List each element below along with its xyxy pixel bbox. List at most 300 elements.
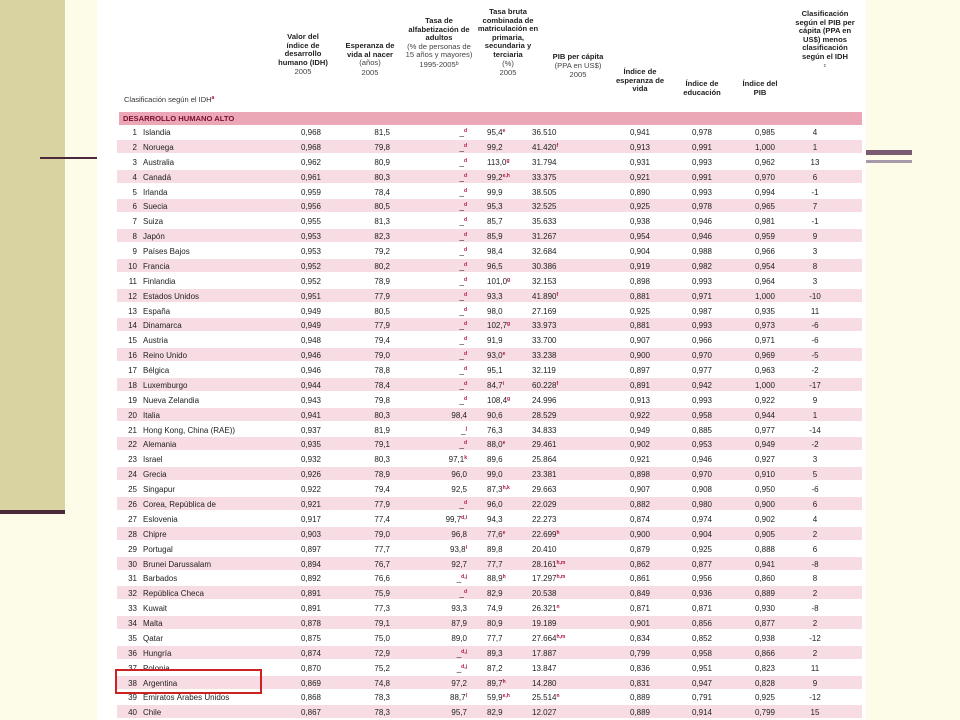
cell-rank: 9 [132,247,137,257]
cell-life: 79,4 [374,485,390,495]
cell-diff: -1 [811,187,819,197]
cell-life: 80,2 [374,261,390,271]
column-header [791,10,859,71]
cell-hdi: 0,870 [300,663,321,673]
cell-gdp: 23.381 [532,470,557,480]
cell-hdi: 0,968 [300,142,321,152]
cell-rank: 13 [128,306,137,316]
cell-lit: _$^d$ [459,291,467,301]
cell-diff: 8 [812,574,818,584]
cell-gdp: 26.321$^n$ [532,604,560,614]
cell-ei: 0,993 [691,321,712,331]
cell-enr: 93,0e [487,351,506,361]
cell-hdi: 0,944 [300,380,321,390]
cell-hdi: 0,962 [300,157,321,167]
cell-ei: 0,956 [691,574,712,584]
cell-diff: 2 [812,648,818,658]
cell-gi: 0,927 [754,455,775,465]
cell-enr: 89,8 [487,544,503,554]
cell-lit: 95,7 [451,708,467,718]
cell-rank: 28 [128,529,137,539]
cell-life: 80,3 [374,172,390,182]
cell-lit: _$^d$ [459,202,467,212]
cell-enr: 80,9 [487,619,503,629]
cell-enr: 88,0e [487,440,506,450]
cell-lit: 99,7$^{d,l}$ [445,514,467,524]
cell-life: 74,8 [374,678,390,688]
table-row [117,586,862,601]
table-row [117,497,862,512]
cell-hdi: 0,948 [300,336,321,346]
cell-name: Suiza [143,217,164,227]
table-row [117,274,862,289]
cell-li: 0,889 [629,693,650,703]
column-subtitle: (años) [359,58,381,68]
cell-ei: 0,971 [691,291,712,301]
cell-ei: 0,970 [691,351,712,361]
hdi-table-page [97,0,866,720]
cell-enr: 94,3 [487,514,503,524]
table-row [117,378,862,393]
cell-rank: 37 [128,663,137,673]
cell-lit: _$^j$ [461,425,467,435]
cell-lit: _$^d$ [459,128,467,137]
cell-life: 77,7 [374,544,390,554]
cell-name: Grecia [143,470,167,480]
cell-gdp: 29.461 [532,440,557,450]
cell-li: 0,799 [629,648,650,658]
cell-ei: 0,958 [691,648,712,658]
cell-diff: 3 [812,276,818,286]
cell-lit: 92,7 [451,559,467,569]
cell-name: Japón [143,232,165,242]
table-row [117,452,862,467]
cell-ei: 0,946 [691,455,712,465]
cell-name: Polonia [143,663,170,673]
cell-life: 77,9 [374,500,390,509]
cell-gi: 0,888 [754,544,775,554]
cell-lit: 93,8$^l$ [450,544,467,554]
cell-gi: 0,966 [754,247,775,257]
table-row [117,646,862,661]
cell-lit: _$^d$ [459,380,467,390]
table-row [117,705,862,720]
cell-life: 78,4 [374,187,390,197]
table-row [117,601,862,616]
cell-enr: 102,7$^g$ [487,321,511,331]
cell-diff: 11 [810,663,820,673]
column-title: Tasa bruta combinada de matriculación en primaria, secundaria y terciaria [477,7,539,59]
cell-name: Israel [143,455,163,465]
cell-name: Singapur [143,485,176,495]
cell-ei: 0,951 [691,663,712,673]
cell-enr: 77,7 [487,559,503,569]
cell-rank: 30 [128,559,137,569]
cell-gdp: 20.538 [532,589,557,599]
column-title: Índice de educación [683,79,721,97]
cell-name: Hong Kong, China (RAE)) [143,425,236,435]
cell-gdp: 27.169 [532,306,557,316]
cell-gi: 0,938 [754,633,775,643]
cell-name: Hungría [143,648,172,658]
cell-ei: 0,953 [691,440,712,450]
table-row [117,348,862,363]
cell-gdp: 27.664$^{h,m}$ [532,633,566,643]
cell-name: Francia [143,261,170,271]
cell-hdi: 0,943 [300,395,321,405]
cell-enr: 90,6 [487,410,503,420]
cell-gi: 0,910 [754,470,775,480]
cell-gi: 0,970 [754,172,775,182]
cell-name: Australia [143,157,175,167]
cell-name: Nueva Zelandia [143,395,200,405]
cell-li: 0,913 [629,142,650,152]
cell-diff: -8 [811,604,819,614]
cell-ei: 0,936 [691,589,712,599]
cell-life: 78,3 [374,693,390,703]
cell-name: Portugal [143,544,173,554]
cell-ei: 0,993 [691,276,712,286]
cell-enr: 82,9 [487,708,503,718]
table-row [117,333,862,348]
cell-gi: 0,866 [754,648,775,658]
cell-enr: 87,2 [487,663,503,673]
cell-name: Islandia [143,128,171,137]
cell-diff: 6 [812,544,818,554]
column-header [475,8,541,78]
cell-life: 78,3 [374,708,390,718]
cell-li: 0,891 [629,380,650,390]
cell-li: 0,907 [629,336,650,346]
cell-ei: 0,856 [691,619,712,629]
cell-gdp: 17.887 [532,648,557,658]
cell-rank: 19 [128,395,137,405]
left-accent-line [40,157,100,159]
cell-enr: 85,9 [487,232,503,242]
cell-lit: _$^d$ [459,306,467,316]
cell-enr: 77,6e [487,529,506,539]
cell-hdi: 0,922 [300,485,321,495]
cell-gi: 0,981 [754,217,775,227]
cell-name: Irlanda [143,187,168,197]
cell-gdp: 32.525 [532,202,557,212]
cell-gdp: 35.633 [532,217,557,227]
cell-hdi: 0,941 [300,410,321,420]
table-row [117,363,862,378]
cell-life: 79,4 [374,336,390,346]
cell-enr: 113,0$^g$ [487,157,510,167]
cell-diff: 4 [812,514,818,524]
cell-rank: 32 [128,589,137,599]
cell-hdi: 0,946 [300,366,321,376]
cell-diff: 1 [812,410,818,420]
cell-gdp: 19.189 [532,619,557,629]
cell-rank: 31 [128,574,137,584]
cell-gi: 0,949 [754,440,775,450]
cell-enr: 99,2 [487,142,503,152]
cell-gi: 0,985 [754,128,775,137]
column-subtitle: (PPA en US$) [554,60,602,70]
column-title: Valor del índice de desarrollo humano (IDH) [278,32,328,67]
cell-gdp: 20.410 [532,544,557,554]
cell-ei: 0,946 [691,217,712,227]
cell-rank: 34 [128,619,137,629]
cell-li: 0,882 [629,500,650,509]
table-row [117,140,862,155]
cell-gdp: 31.794 [532,157,557,167]
cell-ei: 0,914 [691,708,712,718]
cell-gdp: 60.228$^f$ [532,380,559,390]
cell-hdi: 0,952 [300,276,321,286]
table-row [117,437,862,452]
cell-li: 0,938 [629,217,650,227]
cell-gdp: 17.297$^{h,m}$ [532,574,566,584]
cell-rank: 17 [128,366,137,376]
cell-rank: 33 [128,604,137,614]
cell-rank: 10 [128,261,137,271]
cell-life: 78,9 [374,276,390,286]
cell-rank: 5 [132,187,137,197]
cell-ei: 0,993 [691,187,712,197]
cell-gi: 0,959 [754,232,775,242]
cell-li: 0,900 [629,351,650,361]
cell-rank: 6 [132,202,137,212]
table-row [117,244,862,259]
cell-rank: 40 [128,708,137,718]
table-row [117,185,862,200]
cell-life: 80,5 [374,202,390,212]
cell-gdp: 33.973 [532,321,557,331]
cell-lit: 98,4 [451,410,467,420]
cell-life: 79,8 [374,395,390,405]
cell-diff: 2 [812,529,818,539]
table-row [117,542,862,557]
cell-hdi: 0,949 [300,306,321,316]
cell-gdp: 32.153 [532,276,557,286]
column-title: Tasa de alfabetización de adultos [408,16,470,43]
cell-enr: 84,7$^i$ [487,380,504,390]
column-header [609,68,671,94]
left-decorative-rule [0,510,65,514]
column-title: Índice del PIB [742,79,778,97]
cell-rank: 12 [128,291,137,301]
cell-name: Eslovenia [143,514,178,524]
cell-gdp: 24.996 [532,395,557,405]
cell-diff: 6 [812,500,818,509]
column-header [673,80,731,97]
cell-li: 0,879 [629,544,650,554]
cell-ei: 0,871 [691,604,712,614]
cell-diff: 5 [812,470,818,480]
cell-life: 82,3 [374,232,390,242]
column-header [277,33,329,77]
cell-name: Emiratos Árabes Unidos [143,693,230,703]
cell-gi: 0,973 [754,321,775,331]
cell-gdp: 41.890$^f$ [532,291,559,301]
cell-enr: 95,3 [487,202,503,212]
cell-li: 0,901 [629,619,650,629]
cell-lit: _$^d$ [459,187,467,197]
column-year: ᶜ [823,61,827,71]
cell-li: 0,897 [629,366,650,376]
cell-li: 0,849 [629,589,650,599]
cell-lit: 87,9 [451,619,467,629]
cell-enr: 101,0$^g$ [487,276,511,286]
cell-enr: 89,6 [487,455,503,465]
cell-gdp: 22.699$^h$ [532,529,560,539]
cell-ei: 0,904 [691,529,712,539]
cell-lit: _$^d$ [459,351,467,361]
cell-lit: _$^d$ [459,261,467,271]
table-row [117,423,862,438]
table-row [117,155,862,170]
cell-hdi: 0,894 [300,559,321,569]
column-title: Esperanza de vida al nacer [345,41,395,59]
cell-life: 78,4 [374,380,390,390]
cell-gi: 1,000 [754,291,775,301]
cell-ei: 0,988 [691,247,712,257]
column-header [403,17,475,70]
cell-gdp: 28.529 [532,410,557,420]
cell-lit: _$^d$ [459,172,467,182]
cell-ei: 0,885 [691,425,712,435]
cell-ei: 0,791 [691,693,712,703]
cell-rank: 16 [128,351,137,361]
cell-rank: 38 [128,678,137,688]
cell-gdp: 33.700 [532,336,557,346]
column-year: 2005 [499,68,517,78]
cell-rank: 27 [128,514,137,524]
cell-enr: 98,0 [487,306,503,316]
cell-ei: 0,978 [691,128,712,137]
cell-name: Qatar [143,633,164,643]
column-year: 1995-2005ᵇ [419,59,459,69]
cell-hdi: 0,903 [300,529,321,539]
cell-rank: 2 [132,142,137,152]
cell-diff: -6 [811,485,819,495]
cell-gi: 0,860 [754,574,775,584]
cell-name: República Checa [143,589,204,599]
cell-enr: 99,9 [487,187,503,197]
section-title: DESARROLLO HUMANO ALTO [119,112,862,125]
cell-gdp: 25.864 [532,455,557,465]
cell-name: Estados Unidos [143,291,200,301]
cell-life: 79,1 [374,440,390,450]
cell-rank: 14 [128,321,137,331]
cell-rank: 11 [128,276,137,286]
cell-life: 75,2 [374,663,390,673]
cell-hdi: 0,878 [300,619,321,629]
cell-rank: 36 [128,648,137,658]
cell-gdp: 30.386 [532,261,557,271]
cell-ei: 0,877 [691,559,712,569]
cell-li: 0,874 [629,514,650,524]
cell-gi: 0,902 [754,514,775,524]
cell-diff: 9 [812,678,818,688]
cell-name: Barbados [143,574,178,584]
cell-rank: 18 [128,380,137,390]
cell-ei: 0,947 [691,678,712,688]
cell-gi: 0,971 [754,336,775,346]
cell-life: 79,0 [374,529,390,539]
cell-name: Bélgica [143,366,170,376]
cell-name: España [143,306,171,316]
table-row [117,393,862,408]
cell-name: Corea, República de [143,500,216,509]
cell-life: 75,9 [374,589,390,599]
cell-diff: 9 [812,395,818,405]
cell-lit: _$^d$ [459,157,467,167]
cell-gdp: 33.375 [532,172,557,182]
cell-ei: 0,991 [691,172,712,182]
cell-life: 81,9 [374,425,390,435]
cell-enr: 76,3 [487,425,503,435]
cell-diff: 8 [812,261,818,271]
cell-gi: 0,977 [754,425,775,435]
cell-rank: 24 [128,470,137,480]
cell-ei: 0,966 [691,336,712,346]
cell-li: 0,921 [629,172,650,182]
cell-li: 0,861 [629,574,650,584]
cell-life: 76,7 [374,559,390,569]
cell-lit: _$^{d,j}$ [456,648,467,658]
cell-li: 0,913 [629,395,650,405]
cell-gi: 0,935 [754,306,775,316]
cell-enr: 89,3 [487,648,503,658]
cell-diff: 13 [810,157,820,167]
cell-li: 0,931 [629,157,650,167]
cell-li: 0,834 [629,633,650,643]
cell-life: 78,9 [374,470,390,480]
table-row [117,571,862,586]
cell-life: 80,5 [374,306,390,316]
cell-hdi: 0,951 [300,291,321,301]
cell-rank: 22 [128,440,137,450]
cell-name: Canadá [143,172,172,182]
cell-ei: 0,908 [691,485,712,495]
cell-diff: -5 [811,351,819,361]
cell-gi: 0,994 [754,187,775,197]
cell-ei: 0,974 [691,514,712,524]
cell-gdp: 32.119 [532,366,556,376]
cell-gi: 0,799 [754,708,775,718]
cell-li: 0,919 [629,261,650,271]
cell-diff: -2 [811,366,819,376]
cell-diff: -10 [809,291,821,301]
cell-rank: 23 [128,455,137,465]
cell-life: 79,8 [374,142,390,152]
cell-gi: 0,950 [754,485,775,495]
cell-rank: 3 [132,157,137,167]
cell-ei: 0,958 [691,410,712,420]
cell-gi: 0,877 [754,619,775,629]
table-row [117,304,862,319]
cell-diff: -14 [809,425,821,435]
cell-enr: 99,0 [487,470,503,480]
cell-gi: 0,964 [754,276,775,286]
column-header [549,53,607,80]
cell-rank: 7 [132,217,137,227]
cell-gi: 0,925 [754,693,775,703]
argentina-highlight-box [115,669,262,694]
cell-gi: 0,969 [754,351,775,361]
cell-lit: 93,3 [451,604,467,614]
cell-gdp: 28.161$^{h,m}$ [532,559,566,569]
cell-hdi: 0,875 [300,633,321,643]
cell-lit: _$^d$ [459,232,467,242]
cell-hdi: 0,953 [300,247,321,257]
cell-gdp: 41.420$^f$ [532,142,559,152]
